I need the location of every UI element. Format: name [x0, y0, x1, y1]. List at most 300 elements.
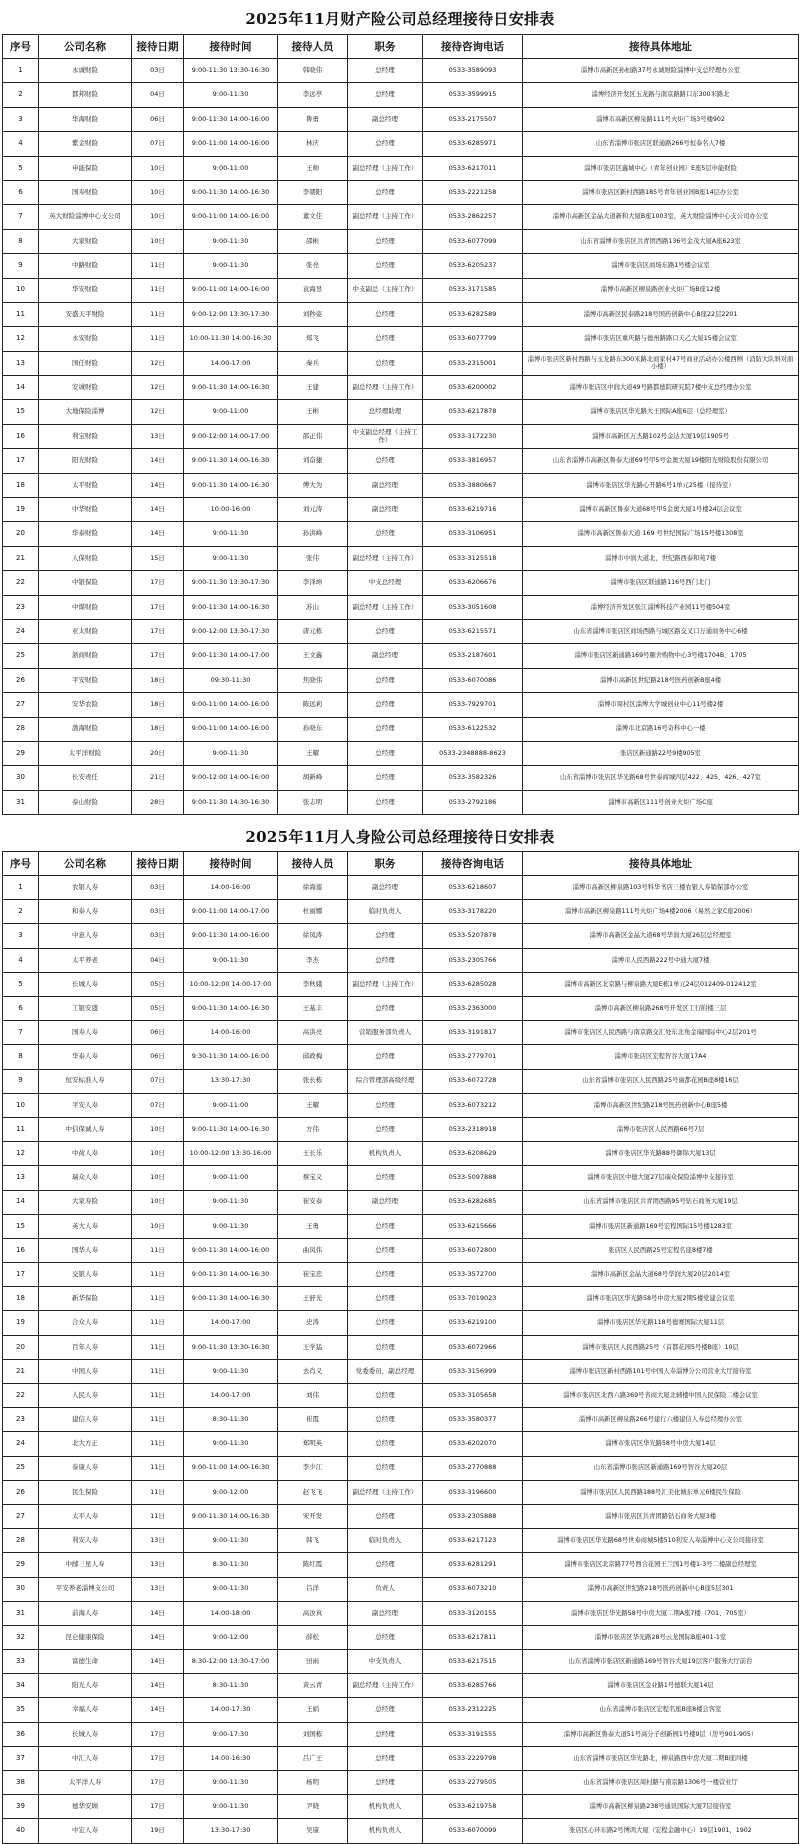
cell-reception-time: 10:00-12:00 13:30-16:00	[184, 1142, 278, 1166]
cell-position: 总经理	[348, 924, 423, 948]
cell-company-name: 恒安标准人寿	[39, 1069, 132, 1093]
cell-phone: 0533-6281291	[423, 1553, 523, 1577]
cell-reception-time: 9:00-11:30 13:30-16:30	[184, 1335, 278, 1359]
table-row	[3, 1190, 799, 1214]
cell-receptionist: 张伟	[278, 546, 348, 570]
cell-seq-no: 5	[3, 972, 39, 996]
cell-reception-date: 15日	[132, 546, 184, 570]
cell-phone: 0533-6072728	[423, 1069, 523, 1093]
cell-phone: 0533-3171585	[423, 278, 523, 302]
cell-address: 淄博市张店区华光路58号中房大厦14层	[523, 1432, 799, 1456]
cell-position: 总经理	[348, 132, 423, 156]
cell-address: 淄博市张店区人民西路188号汇美化城东单元6楼民生保险	[523, 1480, 799, 1504]
cell-receptionist: 刘伟	[278, 1384, 348, 1408]
cell-seq-no: 10	[3, 278, 39, 302]
cell-position: 总经理	[348, 741, 423, 765]
cell-phone: 0533-3156999	[423, 1359, 523, 1383]
cell-phone: 0533-3191555	[423, 1722, 523, 1746]
table-row	[3, 327, 799, 351]
cell-receptionist: 去肖义	[278, 1359, 348, 1383]
table-row	[3, 1142, 799, 1166]
cell-reception-time: 13:30-17:30	[184, 1819, 278, 1843]
cell-seq-no: 10	[3, 1093, 39, 1117]
cell-address: 淄博经济开发区玉龙路与南京路路口东300米路北	[523, 83, 799, 107]
cell-seq-no: 18	[3, 1287, 39, 1311]
cell-phone: 0533-3582326	[423, 766, 523, 790]
cell-receptionist: 焦晓伟	[278, 668, 348, 692]
cell-address: 淄博市高新区孙桓路37号永诚财险淄博中支总经理办公室	[523, 59, 799, 83]
header-receptionist: 接待人员	[278, 35, 348, 59]
table-row	[3, 1214, 799, 1238]
cell-company-name: 永安财险	[39, 327, 132, 351]
cell-seq-no: 19	[3, 498, 39, 522]
cell-reception-date: 18日	[132, 693, 184, 717]
table-row	[3, 1529, 799, 1553]
cell-reception-time: 9:00-11:30 14:00-16:00	[184, 924, 278, 948]
cell-position: 总经理	[348, 619, 423, 643]
cell-reception-time: 14:00-16:00	[184, 1021, 278, 1045]
cell-phone: 0533-3191817	[423, 1021, 523, 1045]
cell-position: 总经理	[348, 948, 423, 972]
cell-receptionist: 郑明英	[278, 1432, 348, 1456]
cell-phone: 0533-6219716	[423, 498, 523, 522]
cell-receptionist: 秦兵	[278, 351, 348, 375]
cell-address: 淄博市张店区新村西路101号中国人寿淄博分公司营业大厅接待室	[523, 1359, 799, 1383]
cell-phone: 0533-2187601	[423, 644, 523, 668]
cell-reception-time: 9:00-12:00 14:00-17:00	[184, 424, 278, 448]
cell-position: 总经理	[348, 997, 423, 1021]
table-row	[3, 1504, 799, 1528]
cell-seq-no: 12	[3, 1142, 39, 1166]
cell-reception-time: 9:00-11:30	[184, 948, 278, 972]
cell-reception-time: 9:00-11:30 14:00-16:00	[184, 107, 278, 131]
cell-phone: 0533-6070086	[423, 668, 523, 692]
cell-position: 总经理	[348, 1311, 423, 1335]
table-row	[3, 972, 799, 996]
cell-reception-time: 9:00-11:30 14:00-16:30	[184, 997, 278, 1021]
cell-company-name: 中信保诚人寿	[39, 1117, 132, 1141]
cell-reception-date: 07日	[132, 1069, 184, 1093]
cell-reception-date: 21日	[132, 766, 184, 790]
cell-position: 总经理	[348, 1722, 423, 1746]
cell-seq-no: 9	[3, 254, 39, 278]
cell-reception-date: 11日	[132, 1432, 184, 1456]
table-row	[3, 205, 799, 229]
cell-reception-date: 17日	[132, 1771, 184, 1795]
cell-phone: 0533-6122532	[423, 717, 523, 741]
cell-reception-time: 9:00-11:30 14:00-16:30	[184, 1117, 278, 1141]
cell-reception-date: 13日	[132, 1529, 184, 1553]
cell-position: 总经理	[348, 1287, 423, 1311]
cell-seq-no: 24	[3, 1432, 39, 1456]
cell-position: 副总经理（主持工作）	[348, 546, 423, 570]
cell-company-name: 大家财险	[39, 229, 132, 253]
cell-position: 总经理	[348, 1698, 423, 1722]
table-row	[3, 449, 799, 473]
cell-address: 淄博市张店区重庆路与德州路路口天乙大厦15楼会议室	[523, 327, 799, 351]
cell-receptionist: 方伟	[278, 1117, 348, 1141]
cell-position: 中支副总（主持工作）	[348, 278, 423, 302]
table-row	[3, 619, 799, 643]
cell-phone: 0533-3880667	[423, 473, 523, 497]
cell-seq-no: 20	[3, 522, 39, 546]
cell-company-name: 中宏人寿	[39, 1819, 132, 1843]
cell-reception-time: 14:00-17:00	[184, 1311, 278, 1335]
cell-address: 张店区人民西路25号宏程名座8楼7楼	[523, 1238, 799, 1262]
cell-reception-date: 10日	[132, 1142, 184, 1166]
cell-reception-date: 10日	[132, 180, 184, 204]
cell-company-name: 中邮三星人寿	[39, 1553, 132, 1577]
cell-receptionist: 徐海莲	[278, 876, 348, 900]
cell-reception-time: 9:00-11:30 14:00-16:30	[184, 180, 278, 204]
cell-address: 山东省淄博市张店区新通路169号智谷大厦19层客户服务大厅前台	[523, 1650, 799, 1674]
cell-phone: 0533-2175507	[423, 107, 523, 131]
cell-phone: 0533-6217811	[423, 1625, 523, 1649]
cell-position: 综合管理部高级经理	[348, 1069, 423, 1093]
cell-receptionist: 徐凤涛	[278, 924, 348, 948]
table-row	[3, 1093, 799, 1117]
cell-receptionist: 薛松	[278, 1625, 348, 1649]
cell-company-name: 昆仑健康保险	[39, 1625, 132, 1649]
cell-address: 山东省淄博市张店区联通路266号恒泰名人7楼	[523, 132, 799, 156]
cell-position: 机构负责人	[348, 1819, 423, 1843]
cell-phone: 0533-6070099	[423, 1819, 523, 1843]
cell-phone: 0533-6217515	[423, 1650, 523, 1674]
cell-company-name: 北大方正	[39, 1432, 132, 1456]
cell-seq-no: 12	[3, 327, 39, 351]
cell-seq-no: 8	[3, 229, 39, 253]
cell-company-name: 富德生命	[39, 1650, 132, 1674]
cell-reception-date: 07日	[132, 1093, 184, 1117]
cell-position: 机构负责人	[348, 1142, 423, 1166]
cell-reception-date: 03日	[132, 59, 184, 83]
cell-reception-date: 04日	[132, 83, 184, 107]
cell-position: 总经理	[348, 1746, 423, 1770]
cell-address: 淄博市张店区共青团路钻石商务大厦3楼	[523, 1504, 799, 1528]
cell-company-name: 国寿财险	[39, 180, 132, 204]
cell-reception-date: 14日	[132, 1625, 184, 1649]
header-address: 接待具体地址	[523, 35, 799, 59]
cell-reception-date: 11日	[132, 278, 184, 302]
cell-phone: 0533-6285971	[423, 132, 523, 156]
cell-phone: 0533-6072800	[423, 1238, 523, 1262]
cell-company-name: 幸福人寿	[39, 1698, 132, 1722]
table-row	[3, 1335, 799, 1359]
life-insurance-section	[2, 823, 798, 1844]
cell-position: 总经理	[348, 1553, 423, 1577]
cell-company-name: 阳光人寿	[39, 1674, 132, 1698]
table-row	[3, 278, 799, 302]
cell-address: 淄博市张店区华光路28号云龙国际B座401-1室	[523, 1625, 799, 1649]
cell-seq-no: 20	[3, 1335, 39, 1359]
cell-address: 淄博市高新区柳泉路266号建行六楼建信人寿总经理办公室	[523, 1408, 799, 1432]
cell-company-name: 紫金财险	[39, 132, 132, 156]
cell-seq-no: 23	[3, 595, 39, 619]
cell-phone: 0533-6202070	[423, 1432, 523, 1456]
cell-position: 副总经理	[348, 107, 423, 131]
cell-phone: 0533-6215571	[423, 619, 523, 643]
cell-receptionist: 林庆	[278, 132, 348, 156]
cell-receptionist: 李远亭	[278, 83, 348, 107]
cell-reception-time: 9:00-11:00	[184, 400, 278, 424]
cell-address: 淄博市高新区柳泉路111号火炬广场4楼2006（易然之家C座2006）	[523, 900, 799, 924]
cell-company-name: 长城人寿	[39, 972, 132, 996]
cell-position: 总经理	[348, 766, 423, 790]
cell-seq-no: 11	[3, 1117, 39, 1141]
cell-position: 总经理	[348, 449, 423, 473]
cell-company-name: 大地保险淄博	[39, 400, 132, 424]
cell-receptionist: 邵正伟	[278, 424, 348, 448]
cell-position: 总经理	[348, 668, 423, 692]
cell-reception-time: 9:00-11:30 14:00-16:30	[184, 1504, 278, 1528]
cell-receptionist: 田雨	[278, 1650, 348, 1674]
table-row	[3, 1480, 799, 1504]
cell-reception-time: 9:00-11:00 14:00-17:00	[184, 900, 278, 924]
cell-company-name: 太平洋财险	[39, 741, 132, 765]
cell-reception-time: 9:00-11:30 14:00-16:30	[184, 473, 278, 497]
cell-seq-no: 36	[3, 1722, 39, 1746]
table-row	[3, 924, 799, 948]
cell-company-name: 中国人寿	[39, 1359, 132, 1383]
cell-phone: 0533-5097888	[423, 1166, 523, 1190]
table-row	[3, 1238, 799, 1262]
cell-position: 总经理	[348, 327, 423, 351]
cell-reception-date: 11日	[132, 1480, 184, 1504]
cell-phone: 0533-6285028	[423, 972, 523, 996]
cell-receptionist: 王基丰	[278, 997, 348, 1021]
cell-seq-no: 11	[3, 302, 39, 326]
table-row	[3, 132, 799, 156]
cell-phone: 0533-2779701	[423, 1045, 523, 1069]
table-row	[3, 717, 799, 741]
cell-address: 淄博市高新区柳泉路创业火炬广场B座12楼	[523, 278, 799, 302]
cell-phone: 0533-6282589	[423, 302, 523, 326]
cell-receptionist: 李杰	[278, 948, 348, 972]
cell-receptionist: 王文鑫	[278, 644, 348, 668]
cell-phone: 0533-3196600	[423, 1480, 523, 1504]
cell-phone: 0533-6208629	[423, 1142, 523, 1166]
cell-receptionist: 李泽坤	[278, 571, 348, 595]
cell-receptionist: 吴康	[278, 1819, 348, 1843]
cell-phone: 0533-7929701	[423, 693, 523, 717]
cell-receptionist: 刘元涛	[278, 498, 348, 522]
cell-reception-date: 06日	[132, 107, 184, 131]
cell-seq-no: 15	[3, 400, 39, 424]
cell-company-name: 平安财险	[39, 668, 132, 692]
cell-company-name: 利宝财险	[39, 424, 132, 448]
cell-reception-time: 9:00-11:00 14:00-16:00	[184, 205, 278, 229]
cell-reception-time: 14:00-18:00	[184, 1601, 278, 1625]
cell-phone: 0533-6217123	[423, 1529, 523, 1553]
table-row	[3, 180, 799, 204]
cell-phone: 0533-6073212	[423, 1093, 523, 1117]
table-row	[3, 693, 799, 717]
cell-company-name: 德华安顾	[39, 1795, 132, 1819]
cell-reception-date: 17日	[132, 1795, 184, 1819]
cell-reception-time: 9:00-11:30	[184, 1771, 278, 1795]
cell-receptionist: 袁海昱	[278, 278, 348, 302]
cell-position: 总经理	[348, 1045, 423, 1069]
cell-phone: 0533-3572700	[423, 1263, 523, 1287]
cell-position: 副总经理	[348, 1601, 423, 1625]
cell-seq-no: 27	[3, 1504, 39, 1528]
cell-reception-date: 11日	[132, 1408, 184, 1432]
cell-seq-no: 35	[3, 1698, 39, 1722]
table-row	[3, 1601, 799, 1625]
cell-receptionist: 王耀	[278, 741, 348, 765]
cell-receptionist: 张长栋	[278, 1069, 348, 1093]
cell-reception-date: 11日	[132, 302, 184, 326]
cell-reception-date: 10日	[132, 205, 184, 229]
cell-address: 淄博市张店区新村西路185号青年创业园B座14层办公室	[523, 180, 799, 204]
cell-position: 总经理	[348, 790, 423, 814]
cell-phone: 0533-2279505	[423, 1771, 523, 1795]
cell-position: 总经理	[348, 522, 423, 546]
header-position: 职务	[348, 852, 423, 876]
cell-seq-no: 27	[3, 693, 39, 717]
cell-receptionist: 郑飞	[278, 327, 348, 351]
table-row	[3, 522, 799, 546]
cell-seq-no: 13	[3, 351, 39, 375]
cell-phone: 0533-6219758	[423, 1795, 523, 1819]
cell-receptionist: 王耀	[278, 1093, 348, 1117]
cell-reception-date: 11日	[132, 1359, 184, 1383]
header-receptionist: 接待人员	[278, 852, 348, 876]
cell-address: 淄博市张店区华光路心开路6号1单元25楼（接待室）	[523, 473, 799, 497]
cell-address: 淄博市张店区北京路77号西合花园王兰国1号楼1-3号二楼副总经理室	[523, 1553, 799, 1577]
cell-reception-date: 10日	[132, 1214, 184, 1238]
cell-company-name: 国寿人寿	[39, 1021, 132, 1045]
cell-reception-date: 13日	[132, 1577, 184, 1601]
cell-phone: 0533-6200002	[423, 376, 523, 400]
cell-company-name: 国华人寿	[39, 1238, 132, 1262]
cell-position: 总经理	[348, 180, 423, 204]
cell-reception-time: 9:00-12:00	[184, 1625, 278, 1649]
cell-address: 淄博市人民西路222号中通大厦7楼	[523, 948, 799, 972]
cell-reception-date: 13日	[132, 1553, 184, 1577]
cell-company-name: 泰康人寿	[39, 1456, 132, 1480]
cell-reception-date: 03日	[132, 900, 184, 924]
cell-receptionist: 史涛	[278, 1311, 348, 1335]
cell-reception-date: 18日	[132, 717, 184, 741]
cell-address: 淄博市高新区万杰路102号金达大厦19层1905号	[523, 424, 799, 448]
cell-reception-time: 9:00-11:30	[184, 1795, 278, 1819]
life-table-title: 2025年11月人身险公司总经理接待日安排表	[245, 828, 555, 847]
cell-reception-time: 9:00-11:30	[184, 1432, 278, 1456]
cell-reception-time: 9:00-17:30	[184, 1722, 278, 1746]
cell-receptionist: 孙晓东	[278, 717, 348, 741]
cell-seq-no: 17	[3, 449, 39, 473]
cell-reception-date: 11日	[132, 1384, 184, 1408]
cell-receptionist: 傅大为	[278, 473, 348, 497]
cell-address: 山东省淄博市高新区鲁泰大道69号甲5号金奥大厦19楼阳光财险股份有限公司	[523, 449, 799, 473]
table-row	[3, 83, 799, 107]
cell-address: 山东省淄博市张店区人民西路25号丽都花园B座8楼16层	[523, 1069, 799, 1093]
cell-receptionist: 刘国栋	[278, 1722, 348, 1746]
table-row	[3, 1359, 799, 1383]
property-schedule-table	[2, 34, 799, 815]
cell-reception-time: 13:30-17:30	[184, 1069, 278, 1093]
cell-seq-no: 38	[3, 1771, 39, 1795]
cell-phone: 0533-6218607	[423, 876, 523, 900]
cell-address: 淄博市张店区人民西路66号7层	[523, 1117, 799, 1141]
property-table-body	[3, 59, 799, 815]
cell-reception-time: 9:00-11:00	[184, 1166, 278, 1190]
cell-position: 总经理	[348, 1504, 423, 1528]
cell-address: 淄博市张店区华光路68号世泰商城5楼510利安人寿淄博中心支公司接待室	[523, 1529, 799, 1553]
table-row	[3, 1553, 799, 1577]
cell-position: 总经理	[348, 1771, 423, 1795]
cell-reception-time: 9:00-11:30 14:30-16:30	[184, 790, 278, 814]
cell-seq-no: 37	[3, 1746, 39, 1770]
cell-reception-date: 06日	[132, 1045, 184, 1069]
cell-reception-time: 9:00-11:30	[184, 522, 278, 546]
cell-reception-date: 17日	[132, 571, 184, 595]
cell-address: 山东省淄博市张店区共青团西路136号金茂大厦A座623室	[523, 229, 799, 253]
cell-seq-no: 5	[3, 156, 39, 180]
cell-position: 总经理	[348, 1335, 423, 1359]
cell-address: 淄博市张店区华光路大王国际A座6层（总经理室）	[523, 400, 799, 424]
cell-reception-time: 8:30-11:30	[184, 1408, 278, 1432]
cell-address: 淄博市高新区世纪路218号医药创新中心B座5楼	[523, 1093, 799, 1117]
cell-position: 中支总经理	[348, 571, 423, 595]
table-row	[3, 876, 799, 900]
cell-reception-date: 10日	[132, 156, 184, 180]
cell-reception-date: 05日	[132, 972, 184, 996]
cell-phone: 0533-6215666	[423, 1214, 523, 1238]
cell-reception-date: 14日	[132, 473, 184, 497]
cell-reception-date: 17日	[132, 644, 184, 668]
cell-phone: 0533-2770888	[423, 1456, 523, 1480]
cell-address: 淄博市张店区华光路118号德赛国际大厦11层	[523, 1311, 799, 1335]
cell-reception-time: 9:00-11:00	[184, 156, 278, 180]
cell-company-name: 英大财险淄博中心支公司	[39, 205, 132, 229]
property-table-title: 2025年11月财产险公司总经理接待日安排表	[245, 10, 555, 28]
cell-seq-no: 7	[3, 1021, 39, 1045]
cell-receptionist: 胡新峰	[278, 766, 348, 790]
cell-reception-date: 11日	[132, 1238, 184, 1262]
cell-seq-no: 32	[3, 1625, 39, 1649]
cell-reception-time: 10:00-12:00 14:00-17:00	[184, 972, 278, 996]
table-row	[3, 1263, 799, 1287]
table-row	[3, 107, 799, 131]
cell-phone: 0533-6072966	[423, 1335, 523, 1359]
cell-address: 淄博市张店区中润大道49号路都德院研究院7楼中支总经理办公室	[523, 376, 799, 400]
cell-address: 淄博市高新区世纪路218号医药创新B座4楼	[523, 668, 799, 692]
cell-reception-date: 11日	[132, 1456, 184, 1480]
cell-seq-no: 40	[3, 1819, 39, 1843]
cell-reception-time: 9:00-11:00 14:00-16:30	[184, 1456, 278, 1480]
cell-reception-time: 9:00-11:30 13:30-17:30	[184, 571, 278, 595]
cell-address: 淄博市高新区民泰路218号国药创新中心B座22层2201	[523, 302, 799, 326]
cell-reception-time: 9:00-11:30 14:00-16:00	[184, 1238, 278, 1262]
cell-reception-time: 9:30-11:30 14:00-16:00	[184, 1045, 278, 1069]
cell-receptionist: 李少江	[278, 1456, 348, 1480]
cell-position: 营销服务部负责人	[348, 1021, 423, 1045]
cell-seq-no: 16	[3, 1238, 39, 1262]
cell-receptionist: 孙洪峰	[278, 522, 348, 546]
cell-phone: 0533-3580377	[423, 1408, 523, 1432]
cell-receptionist: 刘奋捷	[278, 449, 348, 473]
cell-company-name: 建信人寿	[39, 1408, 132, 1432]
cell-seq-no: 3	[3, 107, 39, 131]
cell-address: 淄博市高新区世纪路218号医药创新中心B座5层301	[523, 1577, 799, 1601]
cell-reception-time: 9:00-11:30	[184, 1529, 278, 1553]
cell-receptionist: 陈红霞	[278, 1553, 348, 1577]
cell-address: 张店区新通路22号9楼905室	[523, 741, 799, 765]
cell-reception-time: 9:00-11:00 14:00-16:00	[184, 717, 278, 741]
cell-seq-no: 21	[3, 546, 39, 570]
